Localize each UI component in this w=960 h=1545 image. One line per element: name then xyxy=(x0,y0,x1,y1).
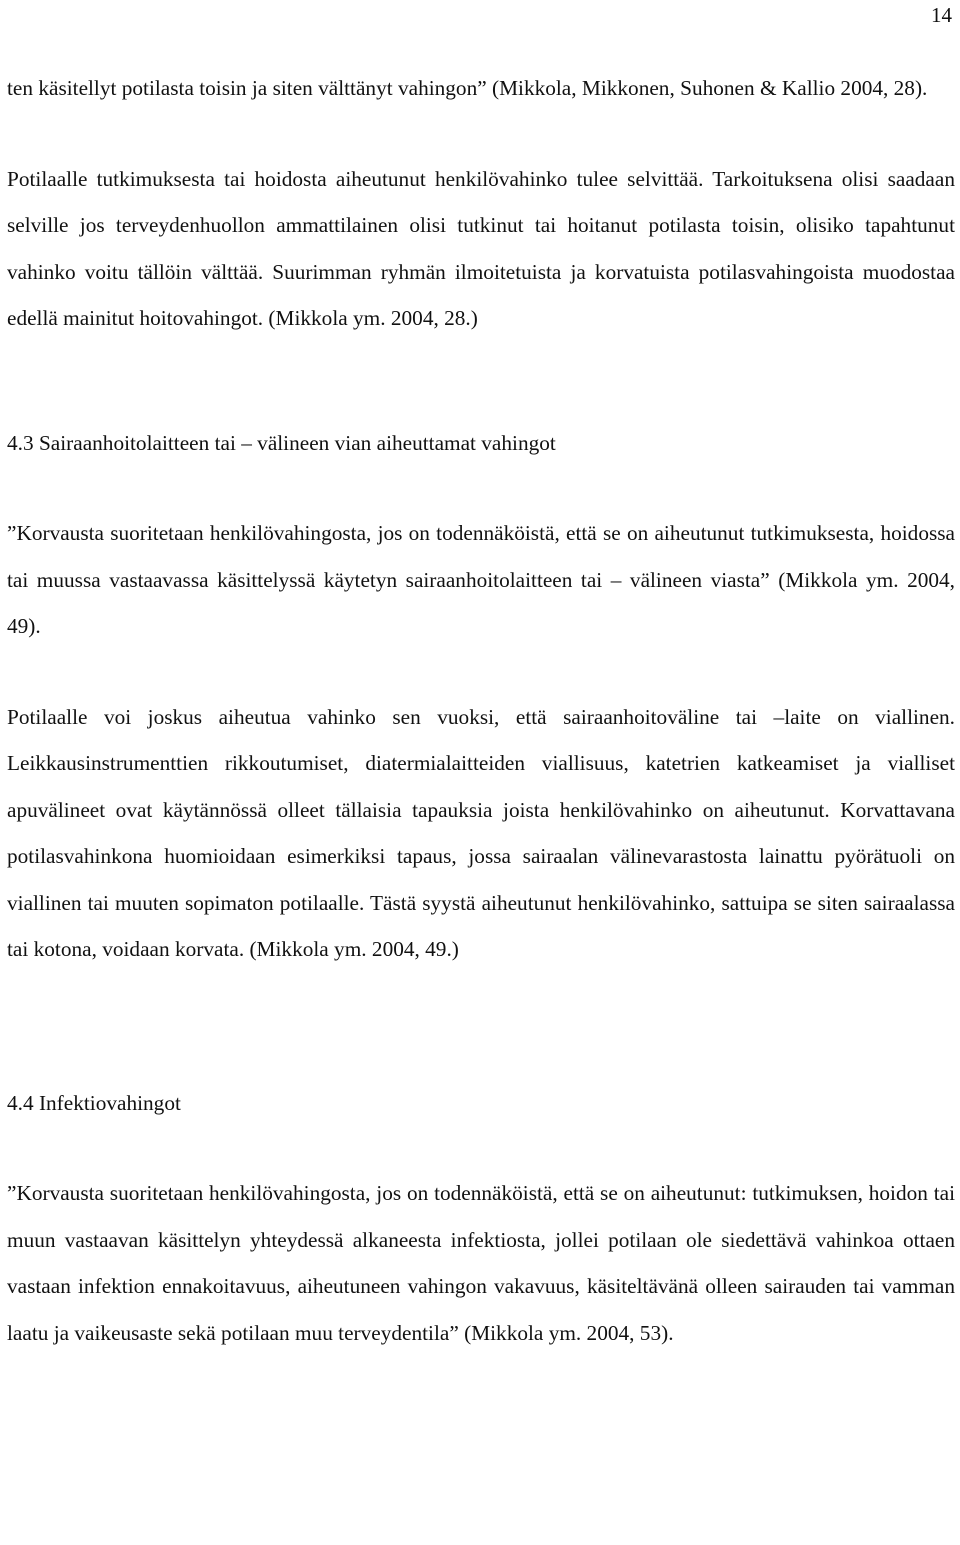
paragraph-quote-4-3: ”Korvausta suoritetaan henkilövahingosta, jos on todennäköistä, että se on aiheutunut tutkimuksesta, hoidossa tai muussa vastaavassa käsittelyssä käytetyn sairaanhoitolaitteen tai – välineen viasta” (Mikkola ym. 2004, 49). xyxy=(7,521,955,638)
section-heading-4-4: 4.4 Infektiovahingot xyxy=(7,1090,181,1115)
page-number: 14 xyxy=(931,3,952,27)
section-heading-4-3: 4.3 Sairaanhoitolaitteen tai – välineen vian aiheuttamat vahingot xyxy=(7,430,556,455)
paragraph-laite-viallinen: Potilaalle voi joskus aiheutua vahinko sen vuoksi, että sairaanhoitoväline tai –laite on viallinen. Leikkausinstrumenttien rikkoutumiset, diatermialaitteiden viallisuus, katetrien katkeamiset ja vialliset apuvälineet ovat käytännössä olleet tällaisia tapauksia joista henkilövahinko on aiheutunut. Korvattavana potilasvahinkona huomioidaan esimerkiksi tapaus, jossa sairaalan välinevarastosta lainattu pyörätuoli on viallinen tai muuten sopimaton potilaalle. Tästä syystä aiheutunut henkilövahinko, sattuipa se siten sairaalassa tai kotona, voidaan korvata. (Mikkola ym. 2004, 49.) xyxy=(7,704,955,961)
paragraph-henkilovahinko: Potilaalle tutkimuksesta tai hoidosta aiheutunut henkilövahinko tulee selvittää. Tarkoituksena olisi saadaan selville jos terveydenhuollon ammattilainen olisi tutkinut tai hoitanut potilasta toisin, olisiko tapahtunut vahinko voitu tällöin välttää. Suurimman ryhmän ilmoitetuista ja korvatuista potilasvahingoista muodostaa edellä mainitut hoitovahingot. (Mikkola ym. 2004, 28.) xyxy=(7,166,955,330)
paragraph-continuation: ten käsitellyt potilasta toisin ja siten välttänyt vahingon” (Mikkola, Mikkonen, Suhonen & Kallio 2004, 28). xyxy=(7,76,928,100)
document-body xyxy=(7,65,955,1356)
paragraph-quote-4-4: ”Korvausta suoritetaan henkilövahingosta, jos on todennäköistä, että se on aiheutunut: tutkimuksen, hoidon tai muun vastaavan käsittelyn yhteydessä alkaneesta infektiosta, jollei potilaan ole siedettävä vahinkoa ottaen vastaan infektion ennakoitavuus, aiheutuneen vahingon vakavuus, käsiteltävänä olleen sairauden tai vamman laatu ja vaikeusaste sekä potilaan muu terveydentila” (Mikkola ym. 2004, 53). xyxy=(7,1181,955,1345)
